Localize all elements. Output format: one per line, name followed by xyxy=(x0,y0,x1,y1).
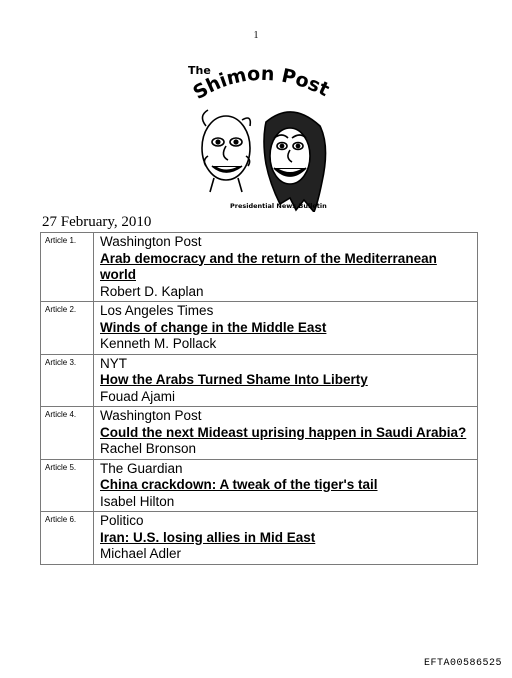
article-number: Article 6. xyxy=(41,512,94,565)
article-number: Article 1. xyxy=(41,233,94,302)
article-row xyxy=(41,512,478,565)
article-source: NYT xyxy=(100,355,127,371)
logo-text-main xyxy=(189,63,332,104)
articles-table xyxy=(40,232,478,565)
logo-caricature-illustration xyxy=(184,60,334,212)
article-number: Article 2. xyxy=(41,302,94,355)
logo-text-the: The xyxy=(188,64,211,77)
article-author: Michael Adler xyxy=(100,546,182,561)
article-source: Washington Post xyxy=(100,408,202,423)
logo-text-subtitle: Presidential News Bulletin xyxy=(230,202,327,210)
article-headline-link[interactable]: Winds of change in the Middle East xyxy=(100,319,327,335)
logo-text-main-path: Shimon Post xyxy=(189,62,333,105)
right-caricature-face xyxy=(264,112,326,212)
article-number: Article 3. xyxy=(41,354,94,407)
articles-table-body xyxy=(41,233,478,565)
bulletin-date: 27 February, 2010 xyxy=(42,214,152,230)
article-number: Article 5. xyxy=(41,459,94,512)
article-headline-link[interactable]: How the Arabs Turned Shame Into Liberty xyxy=(100,372,368,387)
article-details xyxy=(94,512,478,565)
article-number: Article 4. xyxy=(41,407,94,460)
article-details xyxy=(94,354,478,407)
article-details xyxy=(94,302,478,355)
article-source: Politico xyxy=(100,513,144,528)
article-details xyxy=(94,407,478,460)
article-headline-link[interactable]: Iran: U.S. losing allies in Mid East xyxy=(100,529,316,545)
page-number: 1 xyxy=(253,30,259,41)
article-details xyxy=(94,233,478,302)
article-details xyxy=(94,459,478,512)
article-row xyxy=(41,407,478,460)
article-row xyxy=(41,459,478,512)
document-id: EFTA00586525 xyxy=(423,658,502,669)
article-row xyxy=(41,233,478,302)
left-caricature-face xyxy=(202,110,250,192)
article-headline-link[interactable]: China crackdown: A tweak of the tiger's tail xyxy=(100,477,378,492)
article-author: Isabel Hilton xyxy=(100,493,175,509)
article-author: Robert D. Kaplan xyxy=(100,283,204,299)
article-headline-link[interactable]: Arab democracy and the return of the Mediterranean world xyxy=(100,250,437,282)
article-source: The Guardian xyxy=(100,460,183,476)
article-row xyxy=(41,302,478,355)
article-source: Washington Post xyxy=(100,234,202,249)
article-author: Kenneth M. Pollack xyxy=(100,336,217,351)
article-headline-link[interactable]: Could the next Mideast uprising happen in Saudi Arabia? xyxy=(100,424,467,440)
article-author: Rachel Bronson xyxy=(100,441,197,456)
shimon-post-logo xyxy=(184,60,334,212)
article-author: Fouad Ajami xyxy=(100,388,176,404)
article-source: Los Angeles Times xyxy=(100,303,214,318)
article-row xyxy=(41,354,478,407)
